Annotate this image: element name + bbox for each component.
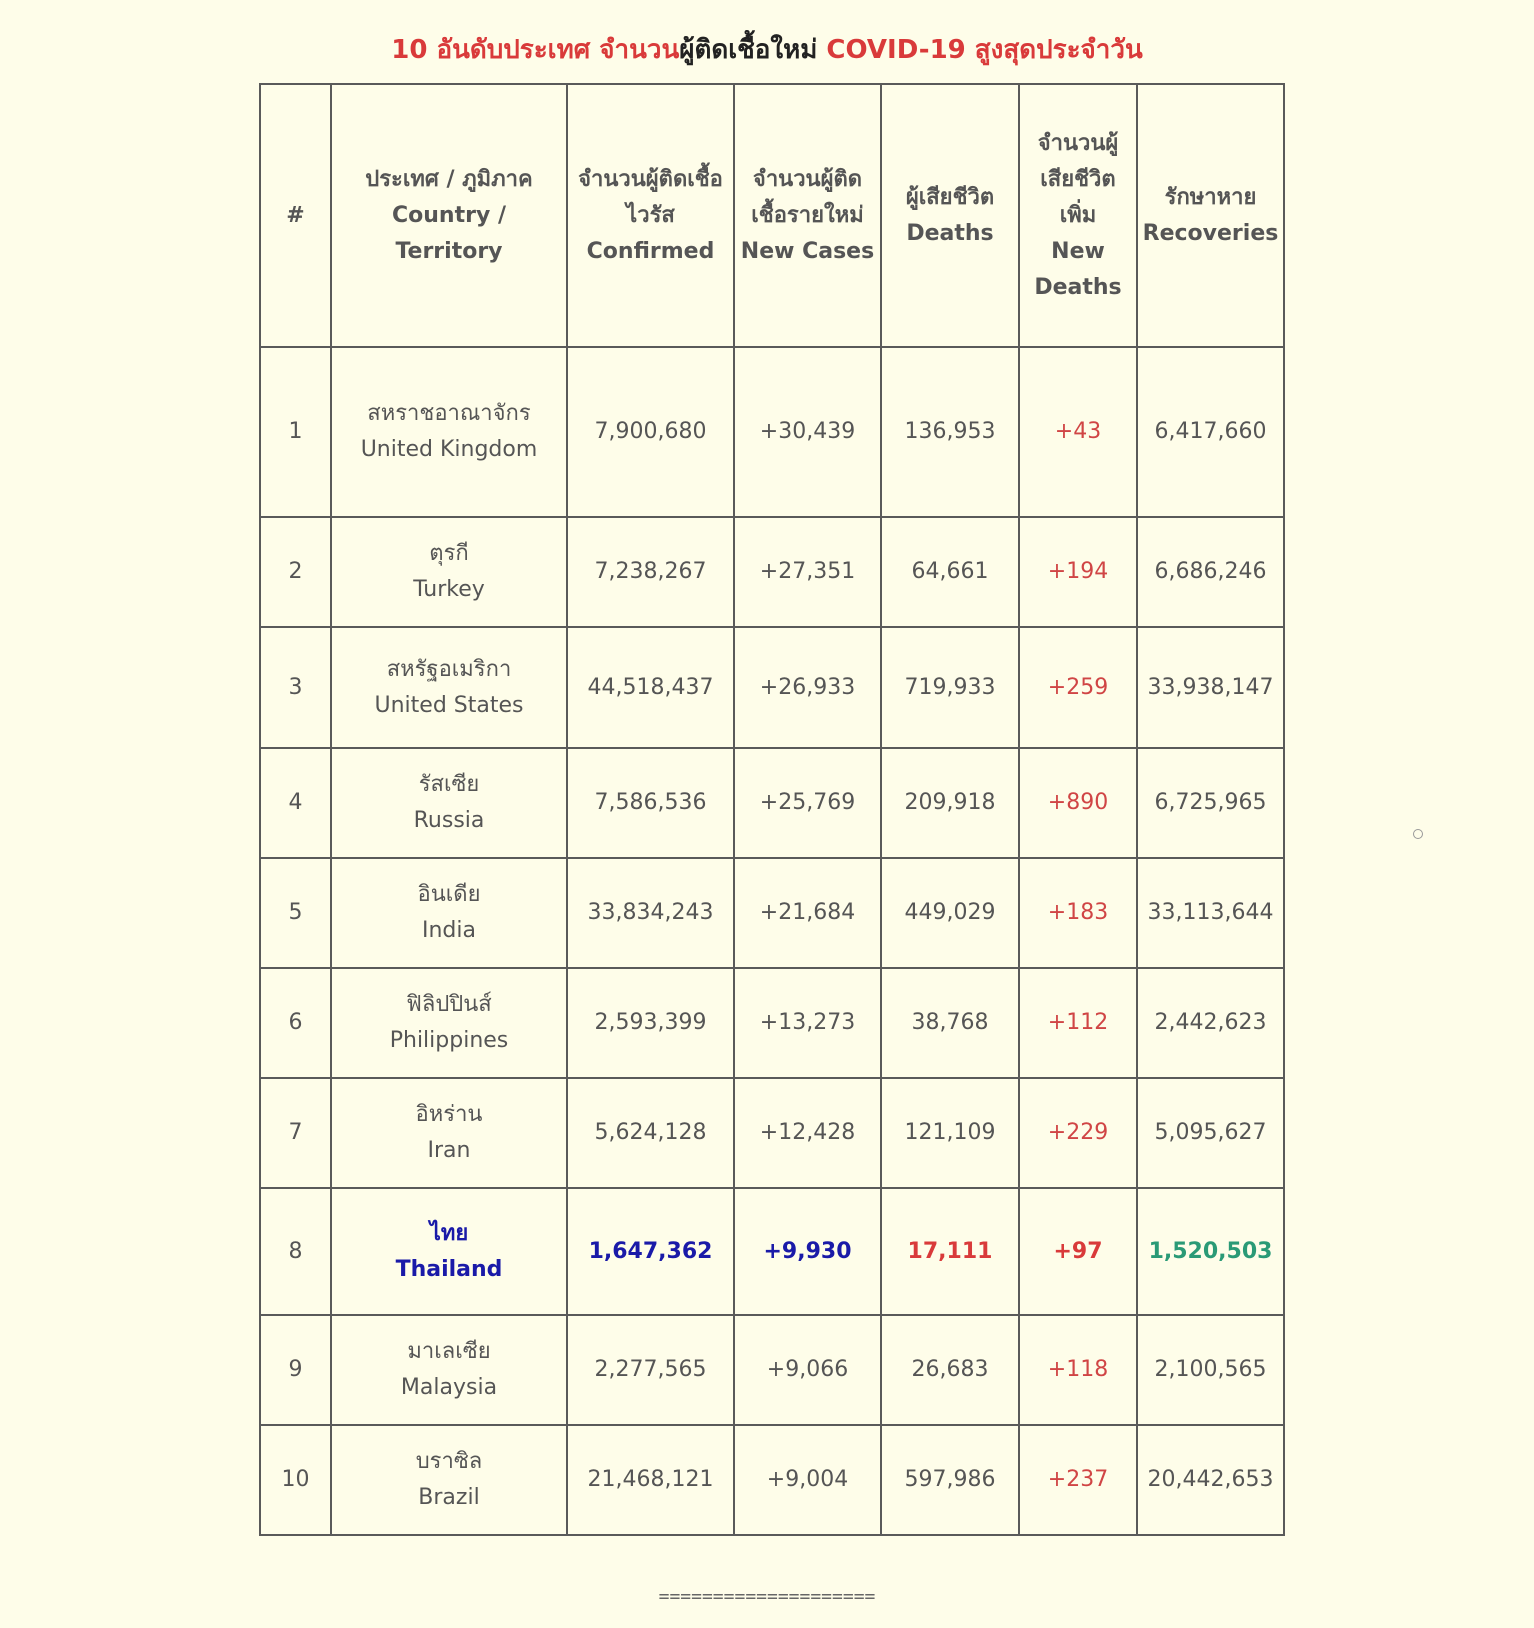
table-row bbox=[260, 517, 1284, 627]
header-new-deaths bbox=[1019, 84, 1137, 347]
country-th: อิหร่าน bbox=[415, 1102, 483, 1127]
deaths-cell: 17,111 bbox=[881, 1188, 1019, 1315]
country-cell bbox=[331, 517, 567, 627]
country-en: India bbox=[422, 918, 476, 943]
new-deaths-cell: +890 bbox=[1019, 748, 1137, 858]
header-new-cases-en: New Cases bbox=[740, 238, 875, 264]
country-cell bbox=[331, 1188, 567, 1315]
country-en: United States bbox=[374, 692, 524, 718]
confirmed-cell: 21,468,121 bbox=[567, 1425, 734, 1535]
title-part-1: 10 อันดับประเทศ จำนวน bbox=[391, 35, 680, 65]
covid-table bbox=[259, 83, 1285, 1536]
confirmed-cell: 7,586,536 bbox=[567, 748, 734, 858]
rank-cell: 9 bbox=[260, 1315, 331, 1425]
confirmed-cell: 33,834,243 bbox=[567, 858, 734, 968]
new-deaths-cell: +229 bbox=[1019, 1078, 1137, 1188]
confirmed-cell: 1,647,362 bbox=[567, 1188, 734, 1315]
rank-cell: 6 bbox=[260, 968, 331, 1078]
rank-cell: 5 bbox=[260, 858, 331, 968]
new-deaths-cell: +43 bbox=[1019, 347, 1137, 517]
page-title bbox=[0, 30, 1534, 70]
new-deaths-cell: +194 bbox=[1019, 517, 1137, 627]
confirmed-cell: 5,624,128 bbox=[567, 1078, 734, 1188]
deaths-cell: 121,109 bbox=[881, 1078, 1019, 1188]
country-en: Philippines bbox=[389, 1028, 509, 1053]
new-cases-cell: +30,439 bbox=[734, 347, 881, 517]
country-th: สหรัฐอเมริกา bbox=[386, 656, 512, 682]
new-deaths-cell: +237 bbox=[1019, 1425, 1137, 1535]
deaths-cell: 26,683 bbox=[881, 1315, 1019, 1425]
recoveries-cell: 20,442,653 bbox=[1137, 1425, 1284, 1535]
country-cell bbox=[331, 1425, 567, 1535]
new-cases-cell: +25,769 bbox=[734, 748, 881, 858]
deaths-cell: 136,953 bbox=[881, 347, 1019, 517]
country-cell bbox=[331, 1078, 567, 1188]
table-row bbox=[260, 968, 1284, 1078]
new-cases-cell: +26,933 bbox=[734, 627, 881, 748]
header-new-cases-th: จำนวนผู้ติดเชื้อรายใหม่ bbox=[751, 166, 864, 228]
recoveries-cell: 6,417,660 bbox=[1137, 347, 1284, 517]
country-en: Turkey bbox=[413, 577, 485, 602]
table-row bbox=[260, 748, 1284, 858]
header-recoveries bbox=[1137, 84, 1284, 347]
country-cell bbox=[331, 627, 567, 748]
country-en: United Kingdom bbox=[360, 437, 538, 462]
deaths-cell: 38,768 bbox=[881, 968, 1019, 1078]
recoveries-cell: 2,442,623 bbox=[1137, 968, 1284, 1078]
header-new-cases bbox=[734, 84, 881, 347]
country-th: มาเลเซีย bbox=[407, 1339, 491, 1364]
new-cases-cell: +12,428 bbox=[734, 1078, 881, 1188]
rank-cell: 8 bbox=[260, 1188, 331, 1315]
rank-cell: 7 bbox=[260, 1078, 331, 1188]
deaths-cell: 209,918 bbox=[881, 748, 1019, 858]
new-deaths-cell: +118 bbox=[1019, 1315, 1137, 1425]
header-confirmed bbox=[567, 84, 734, 347]
country-cell bbox=[331, 1315, 567, 1425]
rank-cell: 2 bbox=[260, 517, 331, 627]
header-deaths-th: ผู้เสียชีวิต bbox=[905, 184, 995, 210]
title-part-2: ผู้ติดเชื้อใหม่ bbox=[679, 35, 818, 65]
header-country-en: Country / Territory bbox=[392, 202, 506, 264]
country-th: บราซิล bbox=[415, 1449, 483, 1474]
new-cases-cell: +9,004 bbox=[734, 1425, 881, 1535]
new-cases-cell: +9,066 bbox=[734, 1315, 881, 1425]
separator-line: ==================== bbox=[658, 1586, 876, 1607]
deaths-cell: 449,029 bbox=[881, 858, 1019, 968]
country-en: Brazil bbox=[418, 1485, 480, 1510]
circle-icon bbox=[1413, 829, 1423, 839]
new-deaths-cell: +259 bbox=[1019, 627, 1137, 748]
country-cell bbox=[331, 858, 567, 968]
confirmed-cell: 44,518,437 bbox=[567, 627, 734, 748]
header-country bbox=[331, 84, 567, 347]
confirmed-cell: 7,900,680 bbox=[567, 347, 734, 517]
recoveries-cell: 1,520,503 bbox=[1137, 1188, 1284, 1315]
table-row bbox=[260, 1078, 1284, 1188]
country-cell bbox=[331, 968, 567, 1078]
table-row bbox=[260, 627, 1284, 748]
table-row-highlighted bbox=[260, 1188, 1284, 1315]
recoveries-cell: 6,686,246 bbox=[1137, 517, 1284, 627]
header-confirmed-en: Confirmed bbox=[586, 238, 715, 264]
new-cases-cell: +13,273 bbox=[734, 968, 881, 1078]
header-rank: # bbox=[260, 84, 331, 347]
header-country-th: ประเทศ / ภูมิภาค bbox=[365, 166, 533, 192]
country-cell bbox=[331, 748, 567, 858]
new-cases-cell: +21,684 bbox=[734, 858, 881, 968]
table-row bbox=[260, 1315, 1284, 1425]
country-en: Iran bbox=[427, 1138, 471, 1163]
country-th: ตุรกี bbox=[429, 541, 469, 566]
new-deaths-cell: +183 bbox=[1019, 858, 1137, 968]
table-row bbox=[260, 1425, 1284, 1535]
country-th: ฟิลิปปินส์ bbox=[406, 992, 492, 1017]
table-row bbox=[260, 858, 1284, 968]
table-row bbox=[260, 347, 1284, 517]
new-deaths-cell: +112 bbox=[1019, 968, 1137, 1078]
new-deaths-cell: +97 bbox=[1019, 1188, 1137, 1315]
recoveries-cell: 5,095,627 bbox=[1137, 1078, 1284, 1188]
title-part-3: COVID-19 สูงสุดประจำวัน bbox=[817, 35, 1143, 65]
header-recoveries-th: รักษาหาย bbox=[1164, 184, 1257, 210]
country-th: อินเดีย bbox=[417, 882, 481, 907]
rank-cell: 1 bbox=[260, 347, 331, 517]
country-cell bbox=[331, 347, 567, 517]
confirmed-cell: 2,277,565 bbox=[567, 1315, 734, 1425]
country-en: Thailand bbox=[395, 1256, 503, 1282]
country-th: รัสเซีย bbox=[418, 772, 480, 797]
header-new-deaths-th: จำนวนผู้เสียชีวิตเพิ่ม bbox=[1037, 130, 1119, 228]
header-deaths-en: Deaths bbox=[906, 220, 994, 246]
confirmed-cell: 2,593,399 bbox=[567, 968, 734, 1078]
new-cases-cell: +27,351 bbox=[734, 517, 881, 627]
recoveries-cell: 33,938,147 bbox=[1137, 627, 1284, 748]
deaths-cell: 719,933 bbox=[881, 627, 1019, 748]
header-recoveries-en: Recoveries bbox=[1142, 220, 1279, 246]
new-cases-cell: +9,930 bbox=[734, 1188, 881, 1315]
rank-cell: 4 bbox=[260, 748, 331, 858]
country-th: สหราชอาณาจักร bbox=[367, 401, 531, 426]
header-confirmed-th: จำนวนผู้ติดเชื้อไวรัส bbox=[578, 166, 723, 228]
country-en: Malaysia bbox=[400, 1375, 498, 1400]
confirmed-cell: 7,238,267 bbox=[567, 517, 734, 627]
country-en: Russia bbox=[413, 808, 485, 833]
rank-cell: 10 bbox=[260, 1425, 331, 1535]
deaths-cell: 64,661 bbox=[881, 517, 1019, 627]
recoveries-cell: 2,100,565 bbox=[1137, 1315, 1284, 1425]
header-row bbox=[260, 84, 1284, 347]
header-deaths bbox=[881, 84, 1019, 347]
rank-cell: 3 bbox=[260, 627, 331, 748]
recoveries-cell: 6,725,965 bbox=[1137, 748, 1284, 858]
recoveries-cell: 33,113,644 bbox=[1137, 858, 1284, 968]
deaths-cell: 597,986 bbox=[881, 1425, 1019, 1535]
country-th: ไทย bbox=[429, 1220, 469, 1246]
header-new-deaths-en: New Deaths bbox=[1034, 238, 1122, 300]
